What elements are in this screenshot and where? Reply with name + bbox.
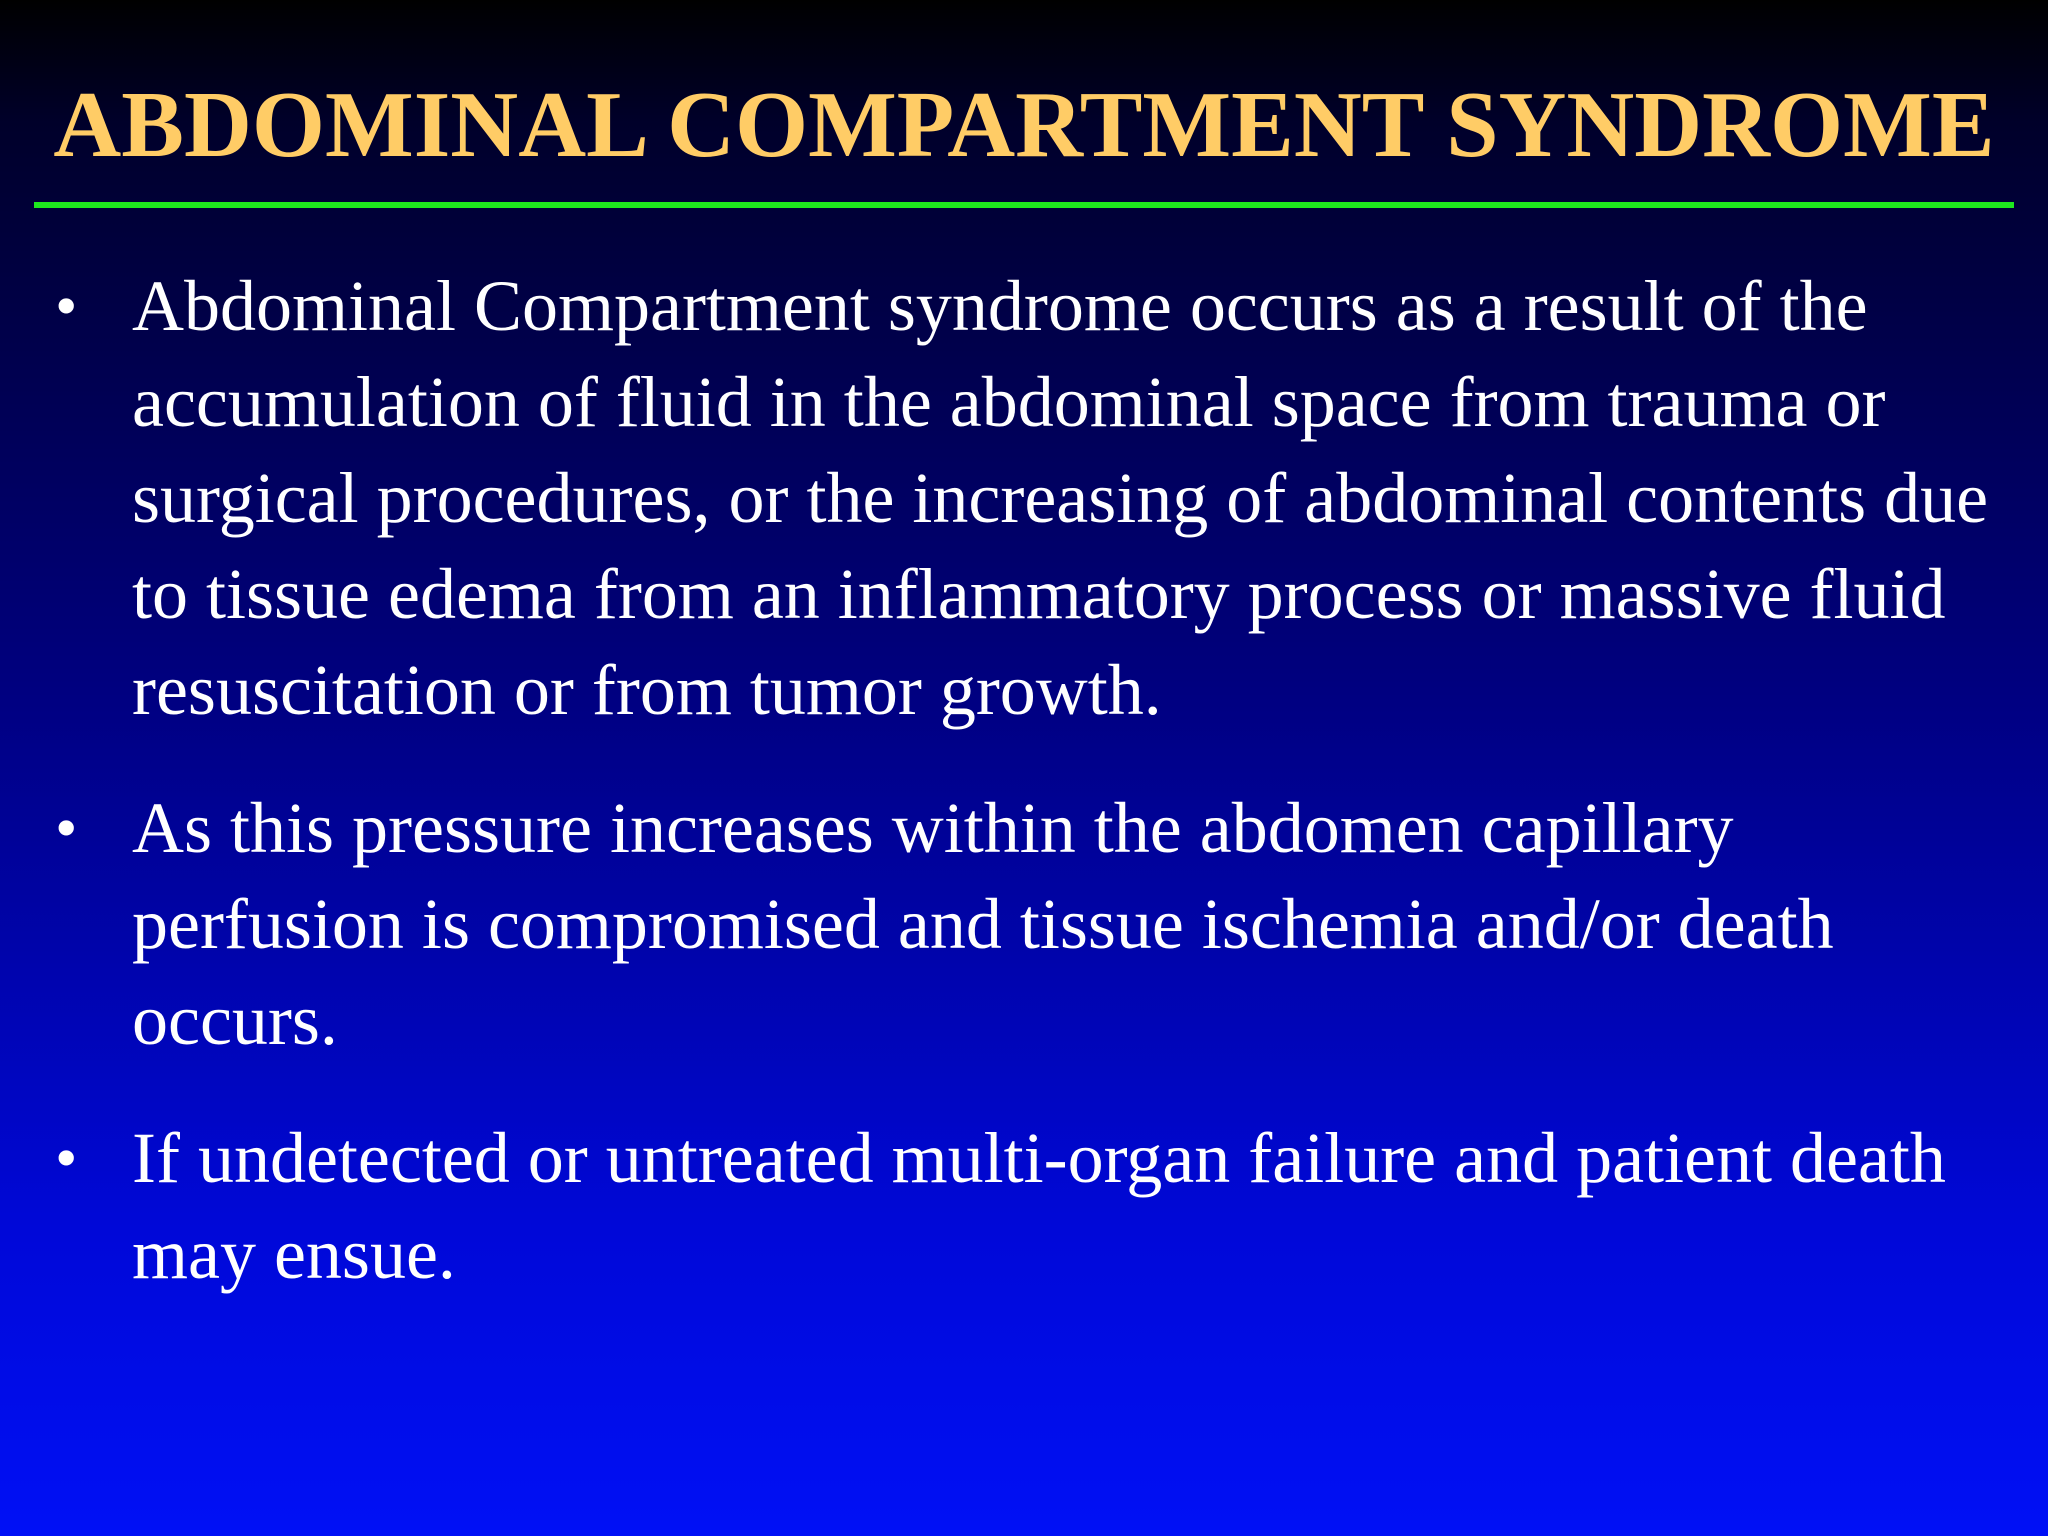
bullet-text: Abdominal Compartment syndrome occurs as a result of the accumulation of fluid in the abdominal space from trauma or surgical procedures, or the increasing of abdominal contents due to tissue edema from an inflammatory process or massive fluid resuscitation or from tumor growth.	[132, 266, 1989, 730]
title-divider	[34, 202, 2014, 208]
slide-title: ABDOMINAL COMPARTMENT SYNDROME	[53, 73, 1995, 177]
bullet-item	[0, 258, 2048, 738]
bullet-list	[0, 258, 2048, 1302]
bullet-icon: •	[55, 270, 78, 341]
bullet-text: If undetected or untreated multi-organ failure and patient death may ensue.	[132, 1118, 1946, 1294]
bullet-icon: •	[55, 792, 78, 863]
bullet-text: As this pressure increases within the abdomen capillary perfusion is compromised and tissue ischemia and/or death occurs.	[132, 788, 1834, 1060]
bullet-item	[0, 780, 2048, 1068]
bullet-icon: •	[55, 1122, 78, 1193]
bullet-item	[0, 1110, 2048, 1302]
